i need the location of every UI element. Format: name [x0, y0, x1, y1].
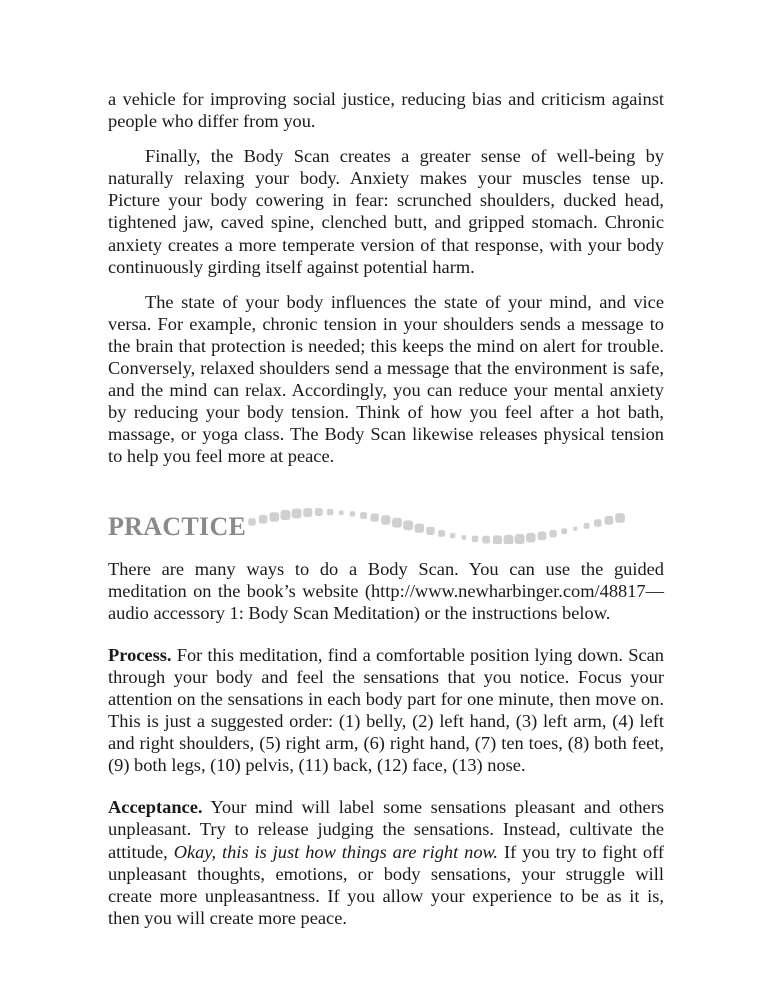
- decorative-dot: [303, 508, 312, 517]
- decorative-dot: [472, 535, 478, 541]
- decorative-dot: [403, 520, 413, 530]
- decorative-dot: [360, 512, 367, 519]
- decorative-dot: [526, 532, 536, 542]
- practice-intro: There are many ways to do a Body Scan. You can use the guided meditation on the book’s website (http://www.newharbinger.com/48817—audio accessory 1: Body Scan Meditation) or the instructions below.: [108, 558, 664, 623]
- paragraph-continuation: a vehicle for improving social justice, reducing bias and criticism against people who differ from you.: [108, 89, 664, 132]
- decorative-dot: [561, 528, 567, 534]
- decorative-dot: [594, 519, 602, 527]
- decorative-dot: [493, 535, 502, 544]
- decorative-dot: [327, 508, 333, 514]
- acceptance-label: Acceptance.: [108, 797, 203, 818]
- decorative-dot: [381, 515, 390, 524]
- decorative-dot: [392, 517, 402, 527]
- decorative-dot: [450, 533, 455, 538]
- decorative-dot: [515, 534, 525, 544]
- decorative-dot: [549, 530, 556, 537]
- decorative-dot: [259, 514, 268, 523]
- decorative-dot: [371, 513, 379, 521]
- paragraph-well-being: Finally, the Body Scan creates a greater sense of well-being by naturally relaxing your body. Anxiety makes your muscles tense up. Picture your body cowering in fear: scrunched shoulders, ducked head, tightened jaw, caved spine, clenched butt, and gripped stomach. Chronic anxiety creates a more temperate version of that response, with your body continuously girding itself against potential harm.: [108, 146, 664, 277]
- process-paragraph: [108, 644, 664, 777]
- decorative-dot: [426, 526, 434, 534]
- decorative-dot: [248, 518, 255, 525]
- process-text: For this meditation, find a comfortable position lying down. Scan through your body and feel the sensations that you notice. Focus your attention on the sensations in each body part for one minute, then move on. This is just a suggested order: (1) belly, (2) left hand, (3) left arm, (4) left and right shoulders, (5) right arm, (6) right hand, (7) ten toes, (8) both feet, (9) both legs, (10) pelvis, (11) back, (12) face, (13) nose.: [108, 644, 664, 776]
- decorative-dot: [281, 510, 291, 520]
- decorative-dot: [504, 534, 514, 543]
- page-body: [108, 88, 664, 949]
- acceptance-text-1: Your mind will label some sensations pleasant and others unpleasant. Try to release judging the sensations. Instead, cultivate the attitude,: [108, 797, 664, 862]
- decorative-dot: [270, 512, 280, 522]
- decorative-dot: [615, 513, 625, 523]
- process-label: Process.: [108, 644, 172, 665]
- decorative-dots-icon: [248, 498, 628, 544]
- decorative-dot: [315, 508, 323, 516]
- acceptance-paragraph: [108, 796, 664, 929]
- section-heading: PRACTICE: [108, 511, 247, 541]
- paragraph-body-mind: The state of your body influences the state of your mind, and vice versa. For example, chronic tension in your shoulders sends a message to the brain that protection is needed; this keeps the mind on alert for trouble. Conversely, relaxed shoulders send a message that the environment is safe, and the mind can relax. Accordingly, you can reduce your mental anxiety by reducing your body tension. Think of how you feel after a hot bath, massage, or yoga class. The Body Scan likewise releases physical tension to help you feel more at peace.: [108, 291, 664, 467]
- section-heading-row: [108, 506, 664, 546]
- decorative-dot: [438, 530, 445, 537]
- decorative-dot: [339, 510, 344, 515]
- decorative-dot: [538, 531, 547, 540]
- decorative-dot: [462, 535, 467, 540]
- decorative-dot: [584, 522, 590, 528]
- acceptance-italic: Okay, this is just how things are right now.: [173, 841, 499, 862]
- acceptance-text-2: If you try to fight off unpleasant thoughts, emotions, or body sensations, your struggle will create more unpleasantness. If you allow your experience to be as it is, then you will create more peace.: [108, 841, 664, 928]
- decorative-dot: [350, 511, 355, 516]
- decorative-dot: [605, 516, 614, 525]
- decorative-dot: [292, 508, 302, 518]
- decorative-dot: [415, 523, 424, 532]
- decorative-dot: [482, 535, 490, 543]
- decorative-dot: [573, 526, 577, 530]
